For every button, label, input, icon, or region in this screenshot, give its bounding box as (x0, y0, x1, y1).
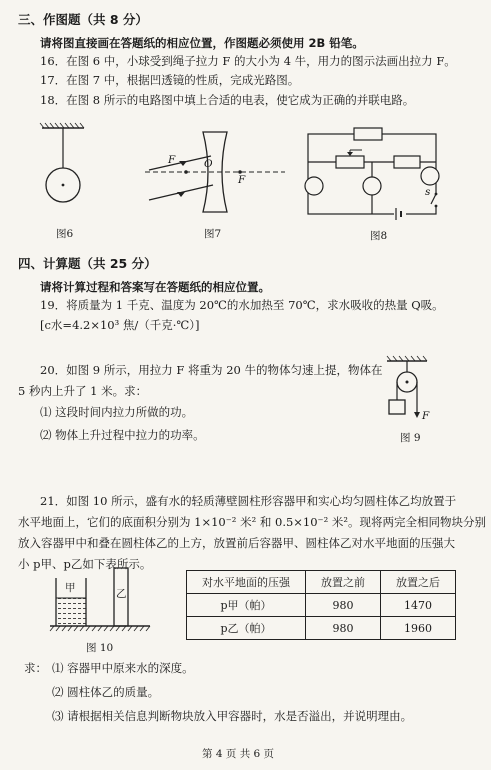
figure-6-caption: 图6 (56, 228, 74, 240)
table-row (187, 617, 456, 640)
question-20-part1: ⑴ 这段时间内拉力所做的功。 (40, 405, 194, 419)
question-16: 16．在图 6 中，小球受到绳子拉力 F 的大小为 4 牛，用力的图示法画出拉力 F。 (40, 54, 456, 68)
figure-10-label-jia: 甲 (65, 582, 76, 594)
figure-7-optical-center: O (204, 158, 213, 170)
question-17: 17．在图 7 中，根据凹透镜的性质，完成光路图。 (40, 73, 300, 87)
question-18: 18．在图 8 所示的电路图中填上合适的电表，使它成为正确的并联电路。 (40, 93, 415, 107)
table-cell: p乙（帕） (187, 617, 306, 640)
question-21-line1: 21．如图 10 所示，盛有水的轻质薄壁圆柱形容器甲和实心均匀圆柱体乙均放置于 (40, 494, 457, 508)
ask-part1: ⑴ 容器甲中原来水的深度。 (52, 661, 194, 675)
question-19-line2: [c水=4.2×10³ 焦/（千克·℃）] (40, 318, 200, 332)
table-header-row (187, 571, 456, 594)
section3-instruction: 请将图直接画在答题纸的相应位置，作图题必须使用 2B 铅笔。 (40, 36, 364, 50)
figure-8-switch-label: s (425, 186, 431, 198)
ask-label: 求： (24, 661, 47, 675)
figure-10-caption: 图 10 (86, 642, 114, 654)
figure-9-force-label: F (422, 410, 430, 422)
table-cell: 980 (306, 594, 381, 617)
question-21-line4: 小 p甲、p乙如下表所示。 (18, 557, 152, 571)
table-row (187, 594, 456, 617)
figure-7-concave-lens (145, 130, 285, 220)
question-20-part2: ⑵ 物体上升过程中拉力的功率。 (40, 428, 205, 442)
table-header-cell: 放置之后 (381, 571, 456, 594)
table-cell: 980 (306, 617, 381, 640)
question-21-line3: 放入容器甲中和叠在圆柱体乙的上方，放置前后容器甲、圆柱体乙对水平地面的压强大 (18, 536, 455, 550)
question-20-line2: 5 秒内上升了 1 米。求： (18, 384, 148, 398)
ask-part2: ⑵ 圆柱体乙的质量。 (52, 685, 160, 699)
section4-title: 四、计算题（共 25 分） (18, 256, 157, 271)
figure-7-caption: 图7 (204, 228, 222, 240)
figure-10-label-yi: 乙 (116, 588, 127, 600)
figure-7-focus-left: F (168, 154, 176, 166)
figure-7-focus-right: F (238, 174, 246, 186)
table-cell: 1960 (381, 617, 456, 640)
figure-9-caption: 图 9 (400, 432, 421, 444)
question-20-line1: 20．如图 9 所示，用拉力 F 将重为 20 牛的物体匀速上提，物体在 (40, 363, 383, 377)
table-cell: 1470 (381, 594, 456, 617)
pressure-table (186, 570, 456, 640)
table-header-cell: 对水平地面的压强 (187, 571, 306, 594)
figure-10-container-cylinder (48, 566, 158, 638)
table-cell: p甲（帕） (187, 594, 306, 617)
figure-8-circuit (300, 128, 450, 224)
ask-part3: ⑶ 请根据相关信息判断物块放入甲容器时，水是否溢出，并说明理由。 (52, 709, 413, 723)
figure-8-caption: 图8 (370, 230, 388, 242)
figure-6-pendulum (40, 125, 100, 205)
page-footer: 第 4 页 共 6 页 (202, 748, 275, 760)
question-21-line2: 水平地面上，它们的底面积分别为 1×10⁻² 米² 和 0.5×10⁻² 米²。现将两完全相同物块分别 (18, 515, 486, 529)
section4-instruction: 请将计算过程和答案写在答题纸的相应位置。 (40, 280, 270, 294)
section3-title: 三、作图题（共 8 分） (18, 12, 148, 27)
table-header-cell: 放置之前 (306, 571, 381, 594)
question-19-line1: 19．将质量为 1 千克、温度为 20℃的水加热至 70℃，求水吸收的热量 Q吸。 (40, 298, 444, 312)
